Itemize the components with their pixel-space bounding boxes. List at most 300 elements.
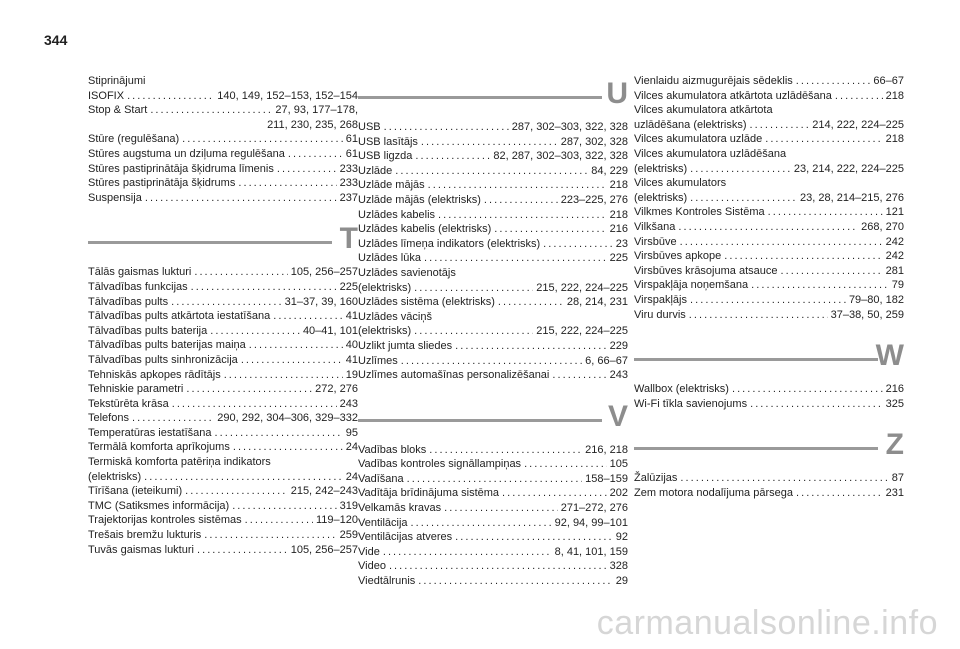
entry-pages: 61 bbox=[345, 133, 358, 146]
dot-leader bbox=[150, 103, 272, 118]
entry-label: (elektrisks) bbox=[88, 470, 142, 483]
dot-leader bbox=[238, 176, 336, 191]
entry-pages: 243 bbox=[609, 369, 628, 382]
index-entry bbox=[634, 249, 904, 264]
index-entry bbox=[358, 545, 628, 560]
section-rule bbox=[634, 358, 878, 361]
entry-label: Vienlaidu aizmugurējais sēdeklis bbox=[634, 75, 793, 87]
entry-label: Velkamās kravas bbox=[358, 502, 442, 515]
dot-leader bbox=[232, 499, 336, 514]
entry-label: Uzlādes kabelis (elektrisks) bbox=[358, 223, 492, 236]
section-rule bbox=[634, 447, 878, 450]
entry-pages: 231 bbox=[885, 486, 904, 499]
dot-leader bbox=[796, 486, 883, 501]
entry-pages: 41 bbox=[345, 353, 358, 366]
entry-pages: 92, 94, 99–101 bbox=[554, 516, 628, 529]
section-letter: V bbox=[607, 399, 628, 433]
entry-label: Virspakļājs bbox=[634, 293, 687, 306]
index-entry bbox=[634, 191, 904, 206]
index-entry bbox=[358, 516, 628, 531]
entry-pages: 119–120 bbox=[315, 514, 358, 527]
dot-leader bbox=[215, 426, 343, 441]
entry-label: Tehniskie parametri bbox=[88, 383, 184, 396]
dot-leader bbox=[552, 368, 606, 383]
section-header-v bbox=[358, 397, 628, 437]
entry-label: Viru durvis bbox=[634, 308, 686, 321]
index-entry bbox=[88, 89, 358, 104]
entry-label: Telefons bbox=[88, 412, 129, 425]
dot-leader bbox=[421, 135, 558, 150]
index-entry-heading: Uzlādes savienotājs bbox=[358, 266, 456, 279]
index-entry bbox=[88, 426, 358, 441]
dot-leader bbox=[751, 278, 889, 293]
section-rule bbox=[358, 96, 602, 99]
index-entry bbox=[634, 89, 904, 104]
index-column-right bbox=[634, 74, 904, 500]
dot-leader bbox=[690, 162, 791, 177]
index-entry bbox=[634, 205, 904, 220]
dot-leader bbox=[182, 132, 343, 147]
index-entry bbox=[634, 278, 904, 293]
index-entry bbox=[358, 501, 628, 516]
dot-leader bbox=[498, 295, 564, 310]
entry-label: (elektrisks) bbox=[358, 281, 412, 294]
entry-pages: 23 bbox=[615, 237, 628, 250]
entry-label: (elektrisks) bbox=[358, 325, 412, 338]
dot-leader bbox=[750, 118, 810, 133]
entry-label: Virsbūves krāsojuma atsauce bbox=[634, 264, 778, 277]
dot-leader bbox=[185, 484, 288, 499]
entry-label: Uzlādes līmeņa indikators (elektrisks) bbox=[358, 237, 541, 250]
dot-leader bbox=[524, 457, 607, 472]
section-letter: T bbox=[339, 222, 358, 256]
dot-leader bbox=[171, 295, 281, 310]
index-entry bbox=[358, 368, 628, 383]
entry-label: Uzlādes kabelis bbox=[358, 208, 436, 221]
section-header-u bbox=[358, 74, 628, 114]
entry-label: Vide bbox=[358, 545, 380, 558]
dot-leader bbox=[245, 513, 313, 528]
entry-pages: 287, 302, 328 bbox=[560, 135, 628, 148]
entry-label: Uzlikt jumta sliedes bbox=[358, 339, 453, 352]
index-entry bbox=[88, 338, 358, 353]
entry-label: ISOFIX bbox=[88, 89, 125, 102]
dot-leader bbox=[288, 147, 343, 162]
entry-label: Wi-Fi tīkla savienojums bbox=[634, 397, 748, 410]
entry-pages: 271–272, 276 bbox=[560, 502, 628, 515]
index-entry bbox=[358, 559, 628, 574]
entry-pages: 79–80, 182 bbox=[848, 293, 904, 306]
index-entry-heading: Vilces akumulators bbox=[634, 177, 727, 190]
entry-pages: 19 bbox=[345, 368, 358, 381]
entry-label: Tālvadības pults baterijas maiņa bbox=[88, 339, 246, 352]
entry-pages: 281 bbox=[885, 264, 904, 277]
index-entry bbox=[634, 220, 904, 235]
entry-pages: 218 bbox=[609, 208, 628, 221]
entry-label: Vilkšana bbox=[634, 220, 676, 233]
entry-pages: 287, 302–303, 322, 328 bbox=[511, 121, 628, 133]
entry-pages: 23, 28, 214–215, 276 bbox=[800, 191, 904, 204]
section-header-w bbox=[634, 336, 904, 376]
entry-label: Tehniskās apkopes rādītājs bbox=[88, 368, 221, 381]
entry-pages: 105 bbox=[609, 458, 628, 471]
entry-pages: 105, 256–257 bbox=[290, 543, 358, 556]
dot-leader bbox=[204, 528, 336, 543]
entry-label: Wallbox (elektrisks) bbox=[634, 383, 729, 396]
entry-pages: 214, 222, 224–225 bbox=[812, 118, 904, 131]
entry-pages: 24 bbox=[345, 441, 358, 454]
entry-pages: 92 bbox=[615, 531, 628, 544]
dot-leader bbox=[277, 162, 337, 177]
index-entry bbox=[88, 411, 358, 426]
entry-pages: 41 bbox=[345, 310, 358, 323]
dot-leader bbox=[186, 382, 312, 397]
index-entry bbox=[358, 324, 628, 339]
index-entry bbox=[358, 574, 628, 589]
index-entry bbox=[358, 149, 628, 164]
entry-pages: 225 bbox=[339, 280, 358, 293]
index-entry bbox=[634, 486, 904, 501]
index-entry bbox=[634, 118, 904, 133]
dot-leader bbox=[407, 472, 583, 487]
entry-pages: 84, 229 bbox=[591, 164, 628, 177]
page-number: 344 bbox=[44, 32, 68, 48]
entry-label: TMC (Satiksmes informācija) bbox=[88, 499, 230, 512]
entry-pages: 158–159 bbox=[585, 472, 628, 485]
dot-leader bbox=[724, 249, 882, 264]
dot-leader bbox=[132, 411, 214, 426]
entry-label: Vadības kontroles signāllampiņas bbox=[358, 458, 522, 471]
index-entry bbox=[88, 440, 358, 455]
entry-pages: 216 bbox=[609, 223, 628, 236]
index-entry bbox=[358, 281, 628, 296]
entry-pages: 242 bbox=[885, 235, 904, 248]
entry-pages: 31–37, 39, 160 bbox=[284, 295, 358, 308]
entry-label: Suspensija bbox=[88, 191, 142, 204]
index-entry bbox=[634, 293, 904, 308]
dot-leader bbox=[249, 338, 343, 353]
entry-label: Trajektorijas kontroles sistēmas bbox=[88, 514, 242, 527]
dot-leader bbox=[438, 208, 607, 223]
entry-pages: 328 bbox=[609, 560, 628, 573]
dot-leader bbox=[428, 178, 607, 193]
entry-label: Tekstūrēta krāsa bbox=[88, 397, 169, 410]
index-entry bbox=[88, 309, 358, 324]
entry-pages: 319 bbox=[339, 499, 358, 512]
entry-pages: 23, 214, 222, 224–225 bbox=[793, 162, 904, 175]
dot-leader bbox=[543, 237, 613, 252]
dot-leader bbox=[455, 339, 607, 354]
entry-pages: 215, 242–243 bbox=[290, 485, 358, 498]
entry-label: Termālā komforta aprīkojums bbox=[88, 441, 230, 454]
index-entry bbox=[634, 264, 904, 279]
dot-leader bbox=[418, 574, 612, 589]
entry-label: Uzlāde mājās (elektrisks) bbox=[358, 193, 481, 206]
dot-leader bbox=[689, 308, 828, 323]
entry-label: Uzlāde mājās bbox=[358, 179, 425, 192]
entry-label: USB lasītājs bbox=[358, 135, 418, 148]
index-list bbox=[358, 443, 628, 589]
index-entry bbox=[88, 295, 358, 310]
entry-pages: 66–67 bbox=[873, 75, 904, 87]
index-list bbox=[88, 74, 358, 205]
entry-label: Vilkmes Kontroles Sistēma bbox=[634, 206, 765, 219]
index-entry bbox=[634, 132, 904, 147]
entry-label: Stūre (regulēšana) bbox=[88, 133, 180, 146]
entry-label: Video bbox=[358, 560, 386, 573]
dot-leader bbox=[224, 368, 343, 383]
index-entry bbox=[88, 280, 358, 295]
entry-label: Vadītāja brīdinājuma sistēma bbox=[358, 487, 500, 500]
entry-pages: 223–225, 276 bbox=[560, 193, 628, 206]
dot-leader bbox=[678, 220, 858, 235]
index-entry bbox=[358, 457, 628, 472]
dot-leader bbox=[395, 164, 588, 179]
dot-leader bbox=[680, 471, 888, 486]
index-entry bbox=[88, 324, 358, 339]
entry-pages: 218 bbox=[885, 133, 904, 146]
entry-pages: 140, 149, 152–153, 152–154 bbox=[217, 89, 358, 102]
section-header-t bbox=[88, 219, 358, 259]
dot-leader bbox=[127, 89, 214, 104]
dot-leader bbox=[732, 382, 883, 397]
index-entry bbox=[358, 164, 628, 179]
dot-leader bbox=[197, 543, 288, 558]
entry-pages: 215, 222, 224–225 bbox=[536, 325, 628, 338]
index-entry-heading: Vilces akumulatora uzlādēšana bbox=[634, 147, 787, 160]
entry-label: Tuvās gaismas lukturi bbox=[88, 543, 194, 556]
dot-leader bbox=[210, 324, 300, 339]
entry-pages: 216 bbox=[885, 383, 904, 396]
index-entry bbox=[88, 103, 358, 118]
index-list bbox=[88, 265, 358, 557]
index-entry bbox=[634, 308, 904, 323]
entry-label: Ventilācija bbox=[358, 516, 408, 529]
dot-leader bbox=[415, 149, 490, 164]
index-entry bbox=[358, 178, 628, 193]
entry-label: Žalūzijas bbox=[634, 472, 678, 485]
entry-pages: 8, 41, 101, 159 bbox=[554, 545, 628, 558]
index-entry bbox=[88, 132, 358, 147]
entry-label: Vilces akumulatora uzlāde bbox=[634, 133, 763, 146]
index-entry bbox=[88, 265, 358, 280]
entry-pages: 215, 222, 224–225 bbox=[536, 281, 628, 294]
entry-pages: 242 bbox=[885, 250, 904, 263]
dot-leader bbox=[424, 251, 607, 266]
entry-label: Virsbūves apkope bbox=[634, 250, 722, 263]
entry-label: Virspakļāja noņemšana bbox=[634, 279, 749, 292]
index-entry bbox=[88, 147, 358, 162]
entry-pages: 79 bbox=[891, 279, 904, 292]
index-entry bbox=[358, 193, 628, 208]
index-entry bbox=[634, 74, 904, 89]
index-entry bbox=[358, 530, 628, 545]
index-list bbox=[634, 74, 904, 322]
entry-label: Virsbūve bbox=[634, 235, 677, 248]
entry-pages: 272, 276 bbox=[315, 383, 358, 396]
index-list bbox=[634, 471, 904, 500]
dot-leader bbox=[768, 205, 883, 220]
index-entry bbox=[88, 484, 358, 499]
entry-pages: 225 bbox=[609, 252, 628, 265]
dot-leader bbox=[494, 222, 606, 237]
entry-pages: 325 bbox=[885, 397, 904, 410]
dot-leader bbox=[444, 501, 558, 516]
dot-leader bbox=[401, 354, 582, 369]
entry-pages: 233 bbox=[339, 162, 358, 175]
entry-label: Tālvadības pults baterija bbox=[88, 324, 208, 337]
entry-label: Uzlādes sistēma (elektrisks) bbox=[358, 296, 495, 309]
dot-leader bbox=[484, 193, 558, 208]
index-entry bbox=[88, 353, 358, 368]
entry-pages: 29 bbox=[615, 575, 628, 588]
entry-pages: 216, 218 bbox=[585, 443, 628, 456]
dot-leader bbox=[502, 486, 607, 501]
dot-leader bbox=[172, 397, 337, 412]
index-entry bbox=[358, 354, 628, 369]
dot-leader bbox=[835, 89, 883, 104]
entry-pages-continued: 211, 230, 235, 268 bbox=[267, 118, 358, 131]
entry-pages: 105, 256–257 bbox=[290, 266, 358, 279]
index-entry bbox=[358, 486, 628, 501]
index-entry bbox=[358, 120, 628, 135]
index-entry bbox=[88, 176, 358, 191]
entry-label: Vadīšana bbox=[358, 472, 404, 485]
index-column-left bbox=[88, 74, 358, 557]
index-entry bbox=[358, 135, 628, 150]
index-entry bbox=[634, 162, 904, 177]
entry-label: Tālvadības pults bbox=[88, 295, 169, 308]
dot-leader bbox=[429, 443, 582, 458]
entry-pages: 237 bbox=[339, 191, 358, 204]
index-entry bbox=[88, 470, 358, 485]
entry-label: Uzlāde bbox=[358, 164, 393, 177]
index-entry bbox=[358, 472, 628, 487]
entry-label: (elektrisks) bbox=[634, 162, 688, 175]
entry-pages: 37–38, 50, 259 bbox=[830, 308, 904, 321]
entry-pages: 40–41, 101 bbox=[302, 324, 358, 337]
index-entry bbox=[358, 222, 628, 237]
dot-leader bbox=[414, 281, 533, 296]
entry-pages: 121 bbox=[885, 206, 904, 219]
section-header-z bbox=[634, 425, 904, 465]
dot-leader bbox=[765, 132, 882, 147]
entry-label: Zem motora nodalījuma pārsega bbox=[634, 486, 793, 499]
entry-label: Uzlīmes automašīnas personalizēšanai bbox=[358, 369, 550, 382]
dot-leader bbox=[145, 191, 337, 206]
entry-label: Tālvadības pults sinhronizācija bbox=[88, 353, 238, 366]
index-entry-heading: Vilces akumulatora atkārtota bbox=[634, 104, 773, 117]
entry-label: USB ligzda bbox=[358, 150, 413, 163]
index-entry bbox=[88, 528, 358, 543]
index-entry bbox=[358, 443, 628, 458]
section-letter: W bbox=[875, 339, 904, 373]
dot-leader bbox=[194, 265, 287, 280]
index-column-middle bbox=[358, 74, 628, 589]
index-list bbox=[358, 120, 628, 383]
entry-pages: 95 bbox=[345, 426, 358, 439]
index-entry bbox=[358, 339, 628, 354]
index-entry bbox=[88, 382, 358, 397]
entry-pages: 24 bbox=[345, 470, 358, 483]
index-entry bbox=[634, 397, 904, 412]
dot-leader bbox=[414, 324, 533, 339]
index-entry bbox=[358, 237, 628, 252]
index-entry-heading: Termiskā komforta patēriņa indikators bbox=[88, 456, 271, 469]
entry-label: Tālvadības pults atkārtota iestatīšana bbox=[88, 310, 271, 323]
index-entry bbox=[88, 162, 358, 177]
entry-pages: 218 bbox=[609, 179, 628, 192]
entry-pages: 61 bbox=[345, 147, 358, 160]
index-entry bbox=[88, 368, 358, 383]
section-rule bbox=[88, 241, 332, 244]
entry-pages: 259 bbox=[339, 529, 358, 542]
index-entry bbox=[634, 471, 904, 486]
entry-pages: 290, 292, 304–306, 329–332 bbox=[217, 412, 358, 425]
entry-label: (elektrisks) bbox=[634, 191, 688, 204]
entry-pages: 233 bbox=[339, 177, 358, 190]
entry-label: Trešais bremžu lukturis bbox=[88, 529, 202, 542]
entry-pages: 243 bbox=[339, 397, 358, 410]
watermark: carmanualsonline.info bbox=[596, 604, 938, 642]
dot-leader bbox=[690, 293, 846, 308]
entry-label: Stūres pastiprinātāja šķidrums bbox=[88, 177, 236, 190]
entry-label: Tālvadības funkcijas bbox=[88, 280, 188, 293]
entry-pages: 87 bbox=[891, 472, 904, 485]
index-entry bbox=[88, 397, 358, 412]
entry-pages: 268, 270 bbox=[861, 220, 904, 233]
entry-pages: 218 bbox=[885, 89, 904, 102]
index-entry bbox=[88, 191, 358, 206]
index-entry bbox=[88, 499, 358, 514]
dot-leader bbox=[273, 309, 343, 324]
dot-leader bbox=[411, 516, 552, 531]
index-list bbox=[634, 382, 904, 411]
entry-pages: 82, 287, 302–303, 322, 328 bbox=[493, 150, 628, 163]
index-entry bbox=[358, 295, 628, 310]
entry-label: Temperatūras iestatīšana bbox=[88, 426, 212, 439]
entry-label: Uzlādes lūka bbox=[358, 252, 421, 265]
index-entry bbox=[88, 543, 358, 558]
index-entry bbox=[358, 251, 628, 266]
entry-label: Tīrīšana (ieteikumi) bbox=[88, 485, 183, 498]
section-rule bbox=[358, 419, 602, 422]
entry-label: Tālās gaismas lukturi bbox=[88, 266, 192, 279]
entry-label: Uzlīmes bbox=[358, 354, 398, 367]
entry-label: Viedtālrunis bbox=[358, 575, 416, 588]
dot-leader bbox=[680, 235, 883, 250]
index-entry bbox=[634, 382, 904, 397]
entry-label: USB bbox=[358, 121, 381, 133]
entry-pages: 28, 214, 231 bbox=[566, 296, 628, 309]
dot-leader bbox=[233, 440, 343, 455]
section-letter: Z bbox=[885, 428, 904, 462]
dot-leader bbox=[384, 120, 509, 135]
index-entry bbox=[634, 235, 904, 250]
dot-leader bbox=[690, 191, 797, 206]
dot-leader bbox=[796, 74, 871, 89]
entry-pages: 27, 93, 177–178, bbox=[275, 104, 358, 117]
dot-leader bbox=[455, 530, 613, 545]
entry-label: uzlādēšana (elektrisks) bbox=[634, 118, 747, 131]
dot-leader bbox=[750, 397, 883, 412]
entry-label: Stūres augstuma un dziļuma regulēšana bbox=[88, 147, 285, 160]
dot-leader bbox=[241, 353, 343, 368]
entry-label: Stop & Start bbox=[88, 104, 148, 117]
entry-pages: 40 bbox=[345, 339, 358, 352]
index-entry bbox=[358, 208, 628, 223]
index-entry-heading: Uzlādes vāciņš bbox=[358, 310, 432, 323]
